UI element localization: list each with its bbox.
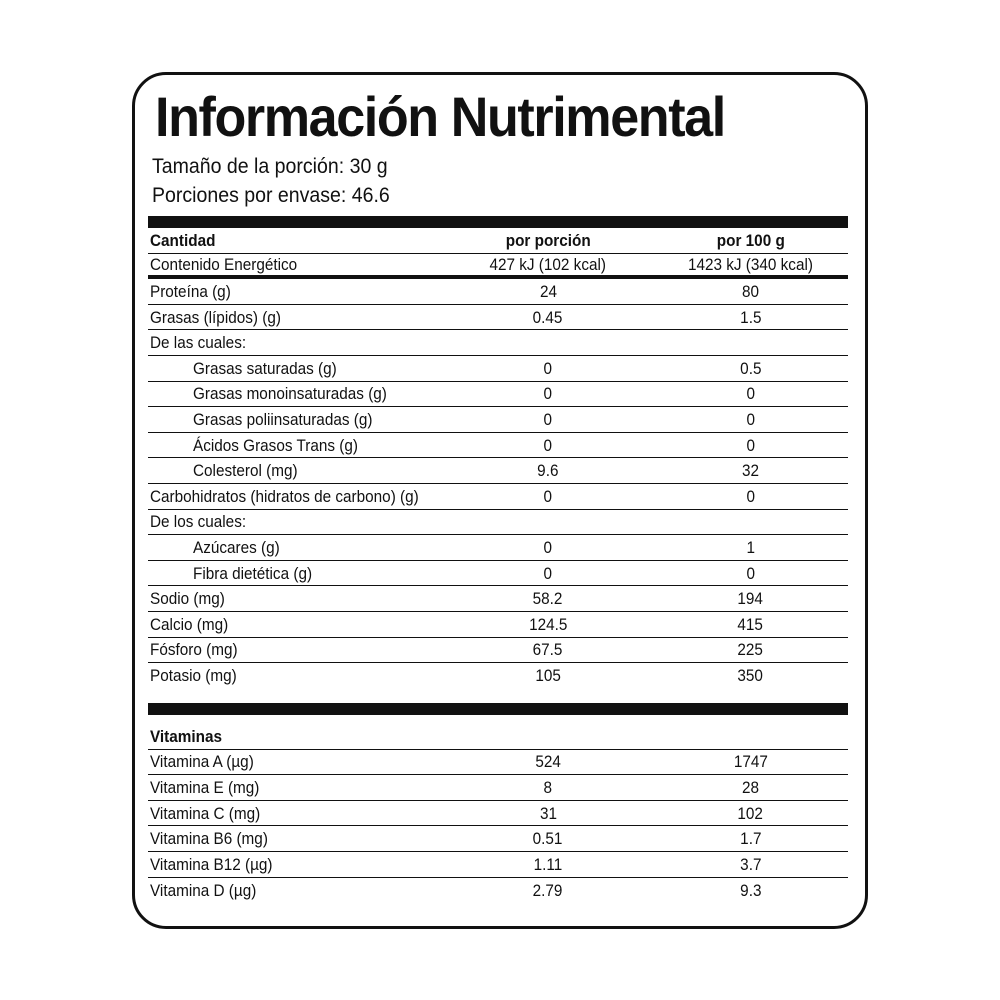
nutrient-per-100g: 0 [746, 486, 755, 506]
vitamins-heading: Vitaminas [150, 726, 223, 746]
nutrient-name: Grasas (lípidos) (g) [150, 307, 281, 327]
vitamins-heading-row [148, 724, 848, 750]
vitamin-name: Vitamina E (mg) [150, 777, 260, 797]
table-row [148, 330, 848, 356]
table-row [148, 750, 848, 776]
vitamin-name: Vitamina A (µg) [150, 752, 254, 772]
vitamin-name: Vitamina D (µg) [150, 880, 257, 900]
nutrient-per-serving: 0 [543, 563, 553, 583]
nutrient-name: Fósforo (mg) [150, 640, 238, 660]
table-row [148, 561, 848, 587]
vitamin-per-100g: 3.7 [739, 854, 762, 874]
nutrient-name: Potasio (mg) [150, 666, 237, 686]
nutrient-per-100g: 80 [741, 281, 760, 301]
nutrient-name: Proteína (g) [150, 281, 231, 301]
vitamin-per-100g: 9.3 [739, 880, 762, 900]
header-quantity: Cantidad [150, 230, 216, 250]
nutrient-per-serving: 0 [543, 537, 553, 557]
nutrient-name: Grasas saturadas (g) [193, 358, 337, 378]
nutrient-per-100g: 0.5 [739, 358, 762, 378]
nutrient-per-100g: 1.5 [739, 307, 762, 327]
table-row [148, 458, 848, 484]
vitamin-per-serving: 2.79 [533, 880, 563, 900]
vitamin-per-100g: 102 [737, 803, 764, 823]
vitamin-per-serving: 31 [539, 803, 557, 823]
nutrient-per-100g: 350 [737, 666, 764, 686]
nutrient-per-serving: 24 [539, 281, 557, 301]
nutrient-per-serving: 427 kJ (102 kcal) [489, 254, 607, 274]
vitamins-table [148, 724, 848, 903]
nutrient-name: Ácidos Grasos Trans (g) [193, 435, 358, 455]
nutrient-per-serving: 105 [535, 666, 561, 686]
nutrient-per-serving: 58.2 [533, 589, 563, 609]
header-per-100g: por 100 g [716, 230, 785, 250]
table-row [148, 775, 848, 801]
nutrient-per-serving: 67.5 [533, 640, 563, 660]
table-row [148, 826, 848, 852]
nutrient-name: Grasas poliinsaturadas (g) [193, 409, 373, 429]
table-row [148, 638, 848, 664]
vitamin-name: Vitamina C (mg) [150, 803, 261, 823]
nutrient-per-serving: 0 [543, 358, 553, 378]
nutrient-per-serving: 0 [543, 409, 553, 429]
nutrient-group-label: De los cuales: [150, 512, 247, 532]
nutrient-per-serving: 0 [543, 435, 553, 455]
nutrient-per-serving: 0.45 [533, 307, 563, 327]
vitamin-per-100g: 1747 [733, 752, 768, 772]
nutrient-per-100g: 1 [746, 537, 755, 557]
nutrient-per-serving: 0 [543, 384, 553, 404]
vitamin-name: Vitamina B6 (mg) [150, 829, 268, 849]
nutrient-name: Grasas monoinsaturadas (g) [193, 384, 387, 404]
nutrient-name: Fibra dietética (g) [193, 563, 313, 583]
table-row [148, 510, 848, 536]
nutrient-per-100g: 194 [737, 589, 764, 609]
table-row [148, 433, 848, 459]
table-row [148, 535, 848, 561]
table-row [148, 852, 848, 878]
nutrient-name: Contenido Energético [150, 254, 298, 274]
nutrient-name: Carbohidratos (hidratos de carbono) (g) [150, 486, 419, 506]
nutrient-per-100g: 0 [746, 384, 755, 404]
servings-per-container: Porciones por envase: 46.6 [152, 184, 390, 207]
table-header-row [148, 228, 848, 254]
nutrient-per-serving: 9.6 [537, 461, 559, 481]
table-row [148, 382, 848, 408]
table-row [148, 586, 848, 612]
table-row [148, 663, 848, 689]
nutrient-per-100g: 0 [746, 409, 755, 429]
top-divider-bar [148, 216, 848, 228]
nutrient-per-100g: 1423 kJ (340 kcal) [687, 254, 814, 274]
vitamin-per-100g: 28 [741, 777, 760, 797]
table-row [148, 305, 848, 331]
vitamins-divider-bar [148, 703, 848, 715]
table-row [148, 612, 848, 638]
vitamin-name: Vitamina B12 (µg) [150, 854, 273, 874]
vitamin-per-serving: 1.11 [533, 854, 563, 874]
nutrient-per-serving: 124.5 [528, 614, 568, 634]
header-per-serving: por porción [505, 230, 591, 250]
nutrient-name: Azúcares (g) [193, 537, 280, 557]
nutrient-per-100g: 225 [737, 640, 764, 660]
nutrient-group-label: De las cuales: [150, 333, 247, 353]
nutrient-per-100g: 415 [737, 614, 764, 634]
nutrient-per-serving: 0 [543, 486, 553, 506]
nutrient-name: Colesterol (mg) [193, 461, 298, 481]
nutrient-name: Sodio (mg) [150, 589, 225, 609]
table-row [148, 878, 848, 904]
table-row [148, 407, 848, 433]
nutrient-name: Calcio (mg) [150, 614, 229, 634]
vitamin-per-serving: 524 [535, 752, 561, 772]
nutrient-per-100g: 0 [746, 563, 755, 583]
vitamin-per-100g: 1.7 [739, 829, 762, 849]
nutrient-per-100g: 0 [746, 435, 755, 455]
nutrient-table [148, 228, 848, 689]
table-row [148, 279, 848, 305]
vitamin-per-serving: 0.51 [533, 829, 563, 849]
serving-size: Tamaño de la porción: 30 g [152, 155, 388, 178]
table-row [148, 484, 848, 510]
table-row [148, 356, 848, 382]
vitamin-per-serving: 8 [543, 777, 553, 797]
nutrient-per-100g: 32 [741, 461, 760, 481]
label-title: Información Nutrimental [155, 85, 725, 148]
table-row [148, 801, 848, 827]
table-row [148, 254, 848, 280]
